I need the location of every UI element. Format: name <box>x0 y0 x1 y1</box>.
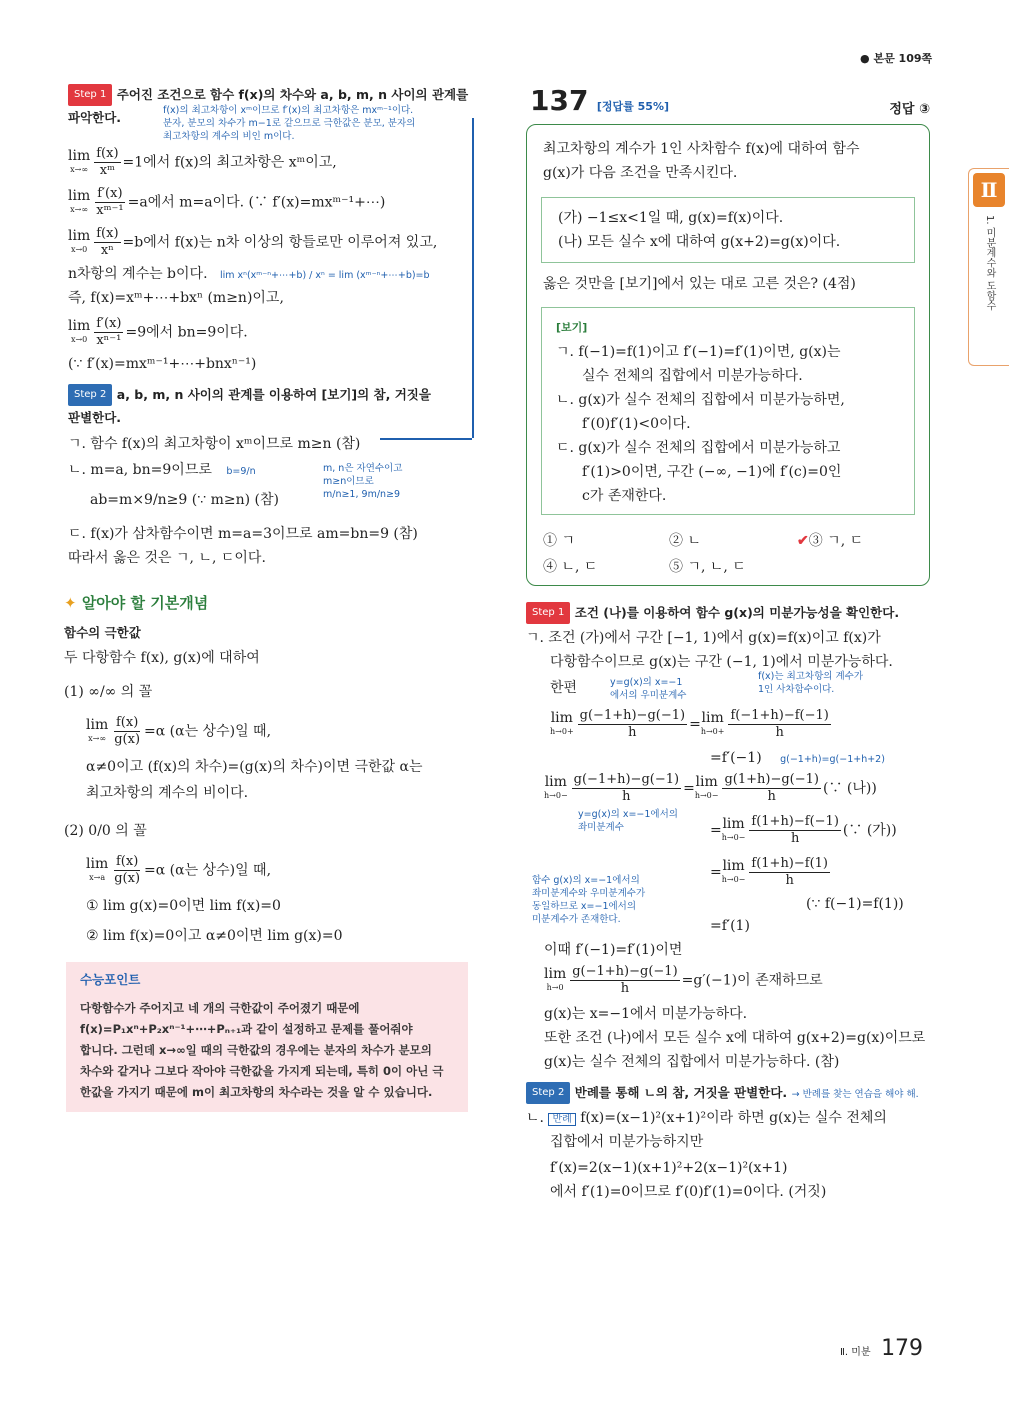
bogi-item: c가 존재한다. <box>582 488 667 504</box>
eq-line-7: (∵ f′(x)=mxᵐ⁻¹+⋯+bnxⁿ⁻¹) <box>68 356 257 372</box>
concept-title-text: 알아야 할 기본개념 <box>81 594 209 612</box>
bogi-answer-2b: ab=m×9/n≥9 (∵ m≥n) (참) <box>90 492 279 508</box>
eq-line-6: lim x→0 $\frac{f'(x)}{\text{xⁿ⁻¹}}$ =9에서 bn=9이다. <box>68 316 248 348</box>
question-text: 옳은 것만을 [보기]에서 있는 대로 고른 것은? (4점) <box>543 276 856 292</box>
r-step1-title: 조건 (나)를 이용하여 함수 g(x)의 미분가능성을 확인한다. <box>574 605 900 620</box>
frac-num: f(1+h)−f(−1) <box>751 814 839 829</box>
step1-title2: 파악한다. <box>68 110 122 125</box>
note-line: 1인 사차함수이다. <box>758 684 835 695</box>
bogi-box <box>541 307 915 515</box>
bogi-item: f′(0)f′(1)<0이다. <box>582 416 691 432</box>
frac-num: g(−1+h)−g(−1) <box>579 708 686 723</box>
side-tab <box>968 168 1009 366</box>
step2-heading <box>68 384 431 406</box>
left-solution <box>68 84 478 604</box>
bogi-item: ㄷ. g(x)가 실수 전체의 집합에서 미분가능하고 <box>556 440 841 456</box>
eq-r3: lim h→0− $\frac{g(-1+h)-g(-1)}{h}$ = lim h→0− $\frac{g(1+h)-g(-1)}{h}$ (∵ (나)) <box>544 772 877 804</box>
note-line: f(x)는 최고차항의 계수가 <box>758 671 864 682</box>
concept-intro: 두 다항함수 f(x), g(x)에 대하여 <box>64 650 260 666</box>
page-number: 179 <box>881 1336 924 1361</box>
eq-reason: (∵ f(−1)=f(1)) <box>806 896 904 912</box>
r-line: 다항함수이므로 g(x)는 구간 (−1, 1)에서 미분가능하다. <box>550 654 893 670</box>
problem-number: 137 <box>530 84 589 117</box>
r-line: g(x)는 실수 전체의 집합에서 미분가능하다. (참) <box>544 1054 840 1070</box>
connector-line <box>472 118 474 438</box>
eq-text: =α (α는 상수)일 때, <box>144 862 272 879</box>
note-line: y=g(x)의 x=−1에서의 <box>578 809 678 820</box>
eq-text: =f′(−1) <box>710 750 762 766</box>
bogi-title: [보기] <box>556 321 588 334</box>
note-limit: lim xⁿ(xᵐ⁻ⁿ+⋯+b) / xⁿ = lim (xᵐ⁻ⁿ+⋯+b)=b <box>219 270 430 281</box>
eq-text: =g′(−1)이 존재하므로 <box>681 972 823 989</box>
choice-5[interactable]: ⑤ ㄱ, ㄴ, ㄷ <box>669 559 746 575</box>
note-periodic: g(−1+h)=g(−1+h+2) <box>780 754 885 765</box>
bogi-item: 실수 전체의 집합에서 미분가능하다. <box>582 368 803 384</box>
key-point-body <box>80 998 454 1103</box>
step2-badge: Step 2 <box>68 384 112 406</box>
key-point-line: f(x)=P₁xⁿ+P₂xⁿ⁻¹+⋯+Pₙ₊₁과 같이 설정하고 문제를 풀어줘야 <box>80 1022 413 1036</box>
concept-section <box>64 592 474 945</box>
step1-title: 주어진 조건으로 함수 f(x)의 차수와 a, b, m, n 사이의 관계를 <box>116 87 469 102</box>
step2-title2: 판별한다. <box>68 410 122 425</box>
eq-r1: lim h→0+ $\frac{g(-1+h)-g(-1)}{h}$ = lim h→0+ $\frac{f(-1+h)-f(-1)}{h}$ <box>550 708 829 740</box>
r-line: 한편 <box>550 680 578 696</box>
eq-text: ㄴ. m=a, bn=9이므로 <box>68 462 212 478</box>
r-line: 또한 조건 (나)에서 모든 실수 x에 대하여 g(x+2)=g(x)이므로 <box>544 1030 926 1046</box>
note-line: 좌미분계수와 우미분계수가 <box>532 888 646 899</box>
eq-line-3: lim x→0 $\frac{f(x)}{\text{xⁿ}}$ =b에서 f(x)는 n차 이상의 항들로만 이루어져 있고, <box>68 226 438 258</box>
note-quartic <box>758 670 863 696</box>
eq-r7: =f′(1) <box>710 918 750 934</box>
correct-rate: [정답률 55%] <box>596 100 669 113</box>
key-point-box <box>66 962 468 1112</box>
note-line: f(x)의 최고차항이 xᵐ이므로 f′(x)의 최고차항은 mxᵐ⁻¹이다. <box>163 105 414 116</box>
lightbulb-icon: ✦ <box>64 594 77 612</box>
r-line: f′(x)=2(x−1)(x+1)²+2(x−1)²(x+1) <box>550 1160 788 1176</box>
choice-4[interactable]: ④ ㄴ, ㄷ <box>543 559 598 575</box>
footer <box>840 1336 923 1361</box>
eq-r2 <box>710 748 885 768</box>
note-line: m≥n이므로 <box>323 476 374 487</box>
answer-label: 정답 ③ <box>889 102 930 117</box>
bogi-item: ㄱ. f(−1)=f(1)이고 f′(−1)=f′(1)이면, g(x)는 <box>556 344 841 360</box>
note-line: m/n≥1, 9m/n≥9 <box>323 489 401 500</box>
eq-text: n차항의 계수는 b이다. <box>68 266 208 282</box>
r-line: 에서 f′(1)=0이므로 f′(0)f′(1)=0이다. (거짓) <box>550 1184 827 1200</box>
eq-text: ㄴ. <box>526 1110 544 1126</box>
key-point-line: 다항함수가 주어지고 네 개의 극한값이 주어졌기 때문에 <box>80 1001 360 1015</box>
r-line: 집합에서 미분가능하지만 <box>550 1134 704 1150</box>
choice-2[interactable]: ② ㄴ <box>669 533 701 549</box>
eq-text: =1에서 f(x)의 최고차항은 xᵐ이고, <box>122 154 337 171</box>
r-step1-heading <box>526 602 899 624</box>
condition-1: (가) −1≤x<1일 때, g(x)=f(x)이다. <box>558 210 784 226</box>
bogi-item: f′(1)>0이면, 구간 (−∞, −1)에 f′(c)=0인 <box>582 464 842 480</box>
r-line: 이때 f′(−1)=f′(1)이면 <box>544 942 683 958</box>
eq-text: =a에서 m=a이다. (∵ f′(x)=mxᵐ⁻¹+⋯) <box>127 194 386 211</box>
concept-case2-b: ① lim g(x)=0이면 lim f(x)=0 <box>86 898 281 914</box>
concept-case1-eq: lim x→∞ $\frac{f(x)}{g(x)}$ =α (α는 상수)일 때, <box>86 715 272 747</box>
note-left-derivative <box>578 808 678 834</box>
note-line: 미분계수가 존재한다. <box>532 914 621 925</box>
note-line: 함수 g(x)의 x=−1에서의 <box>532 875 640 886</box>
note-line: 분자, 분모의 차수가 m−1로 같으므로 극한값은 분모, 분자의 <box>163 118 416 129</box>
problem-text <box>543 137 860 185</box>
r-step2-badge: Step 2 <box>526 1082 570 1104</box>
note-mn <box>323 462 402 501</box>
bogi-answer-1: ㄱ. 함수 f(x)의 최고차항이 xᵐ이므로 m≥n (참) <box>68 436 361 452</box>
r-step2-note: → 반례를 찾는 연습을 해야 해. <box>791 1089 919 1100</box>
key-point-title: 수능포인트 <box>80 972 141 987</box>
side-tab-roman: Ⅱ <box>973 173 1005 207</box>
eq-text: 즉, f(x)=xᵐ+⋯+bxⁿ (m≥n)이고, <box>68 290 284 306</box>
eq-line-5 <box>68 288 284 308</box>
note-b: b=9/n <box>226 466 256 477</box>
check-icon: ✔ <box>797 533 809 549</box>
choice-3-text: ③ ㄱ, ㄷ <box>808 533 864 549</box>
r-line: g(x)는 x=−1에서 미분가능하다. <box>544 1006 748 1022</box>
right-solution <box>526 602 936 1202</box>
frac-num: g(−1+h)−g(−1) <box>573 772 680 787</box>
eq-r5: = lim h→0− $\frac{f(1+h)-f(1)}{h}$ <box>710 856 829 888</box>
side-tab-label: 1. 미분계수와 도함수 <box>984 215 995 311</box>
choice-1[interactable]: ① ㄱ <box>543 533 575 549</box>
counterexample-badge: 반례 <box>548 1113 575 1126</box>
conclusion: 따라서 옳은 것은 ㄱ, ㄴ, ㄷ이다. <box>68 550 266 566</box>
note-derivative-exists <box>532 874 645 926</box>
eq-reason: (∵ (나)) <box>823 780 877 797</box>
concept-case2: (2) 0/0 의 꼴 <box>64 823 147 839</box>
note-line: 에서의 우미분계수 <box>610 690 687 701</box>
footer-chapter: Ⅱ. 미분 <box>840 1347 871 1358</box>
frac-num: f(1+h)−f(1) <box>751 856 829 871</box>
page-reference <box>860 50 932 66</box>
concept-subtitle: 함수의 극한값 <box>64 625 141 640</box>
problem-line: g(x)가 다음 조건을 만족시킨다. <box>543 165 738 181</box>
concept-case1-c: 최고차항의 계수의 비이다. <box>86 785 249 801</box>
frac-num: g(1+h)−g(−1) <box>724 772 819 787</box>
concept-case1: (1) ∞/∞ 의 꼴 <box>64 684 153 700</box>
eq-text: =b에서 f(x)는 n차 이상의 항들로만 이루어져 있고, <box>122 234 438 251</box>
step1-heading <box>68 84 468 106</box>
eq-reason: (∵ (가)) <box>842 822 897 839</box>
eq-text: =9에서 bn=9이다. <box>125 324 248 341</box>
eq-r4: = lim h→0− $\frac{f(1+h)-f(-1)}{h}$ (∵ (가)) <box>710 814 897 846</box>
note-line: 좌미분계수 <box>578 822 624 833</box>
conditions-box <box>541 197 915 263</box>
note-line: m, n은 자연수이고 <box>323 463 403 474</box>
note-line: 동일하므로 x=−1에서의 <box>532 901 637 912</box>
page-ref-text: 본문 109쪽 <box>873 52 933 65</box>
frac-num: f(−1+h)−f(−1) <box>730 708 829 723</box>
key-point-line: 한값을 가지기 때문에 m이 최고차항의 차수라는 것을 알 수 있습니다. <box>80 1085 433 1099</box>
eq-text: f(x)=(x−1)²(x+1)²이라 하면 g(x)는 실수 전체의 <box>580 1110 887 1126</box>
circle-icon: ● <box>860 52 870 65</box>
r-line: ㄱ. 조건 (가)에서 구간 [−1, 1)에서 g(x)=f(x)이고 f(x)가 <box>526 630 881 646</box>
r-n1 <box>526 1108 887 1130</box>
concept-case1-b: α≠0이고 (f(x)의 차수)=(g(x)의 차수)이면 극한값 α는 <box>86 759 423 775</box>
problem-box <box>526 124 930 586</box>
key-point-line: 합니다. 그런데 x→∞일 때의 극한값의 경우에는 분자의 차수가 분모의 <box>80 1043 432 1057</box>
concept-title <box>64 592 474 613</box>
step2-title: a, b, m, n 사이의 관계를 이용하여 [보기]의 참, 거짓을 <box>116 387 431 402</box>
problem-line: 최고차항의 계수가 1인 사차함수 f(x)에 대하여 함수 <box>543 141 860 157</box>
note-right-derivative <box>610 676 686 702</box>
bogi-answer-2a <box>68 460 256 480</box>
choice-3[interactable] <box>797 529 863 553</box>
eq-line-2: lim x→∞ $\frac{f'(x)}{\text{xᵐ⁻¹}}$ =a에서 m=a이다. (∵ f′(x)=mxᵐ⁻¹+⋯) <box>68 186 386 218</box>
note-line: y=g(x)의 x=−1 <box>610 677 683 688</box>
condition-2: (나) 모든 실수 x에 대하여 g(x+2)=g(x)이다. <box>558 234 841 250</box>
bogi-answer-3: ㄷ. f(x)가 삼차함수이면 m=a=3이므로 am=bn=9 (참) <box>68 526 418 542</box>
eq-line-4 <box>68 264 430 284</box>
connector-line <box>380 438 472 440</box>
step1-badge: Step 1 <box>68 84 112 106</box>
concept-case2-eq: lim x→a $\frac{f(x)}{g(x)}$ =α (α는 상수)일 때, <box>86 854 272 886</box>
r-step1-badge: Step 1 <box>526 602 570 624</box>
key-point-line: 차수와 같거나 그보다 작아야 극한값을 가지게 되는데, 특히 0이 아닌 극 <box>80 1064 444 1078</box>
bogi-item: ㄴ. g(x)가 실수 전체의 집합에서 미분가능하면, <box>556 392 845 408</box>
eq-line-1: lim x→∞ $\frac{f(x)}{\text{xᵐ}}$ =1에서 f(x)의 최고차항은 xᵐ이고, <box>68 146 337 178</box>
note-leading-term <box>163 104 415 143</box>
eq-r9: lim h→0 $\frac{g(-1+h)-g(-1)}{h}$ =g′(−1)이 존재하므로 <box>544 964 823 996</box>
eq-text: =α (α는 상수)일 때, <box>144 723 272 740</box>
concept-case2-c: ② lim f(x)=0이고 α≠0이면 lim g(x)=0 <box>86 928 343 944</box>
r-step2-title: 반례를 통해 ㄴ의 참, 거짓을 판별한다. <box>574 1085 788 1100</box>
r-step2-heading <box>526 1082 919 1104</box>
note-line: 최고차항의 계수의 비인 m이다. <box>163 131 295 142</box>
problem-header <box>530 84 930 117</box>
